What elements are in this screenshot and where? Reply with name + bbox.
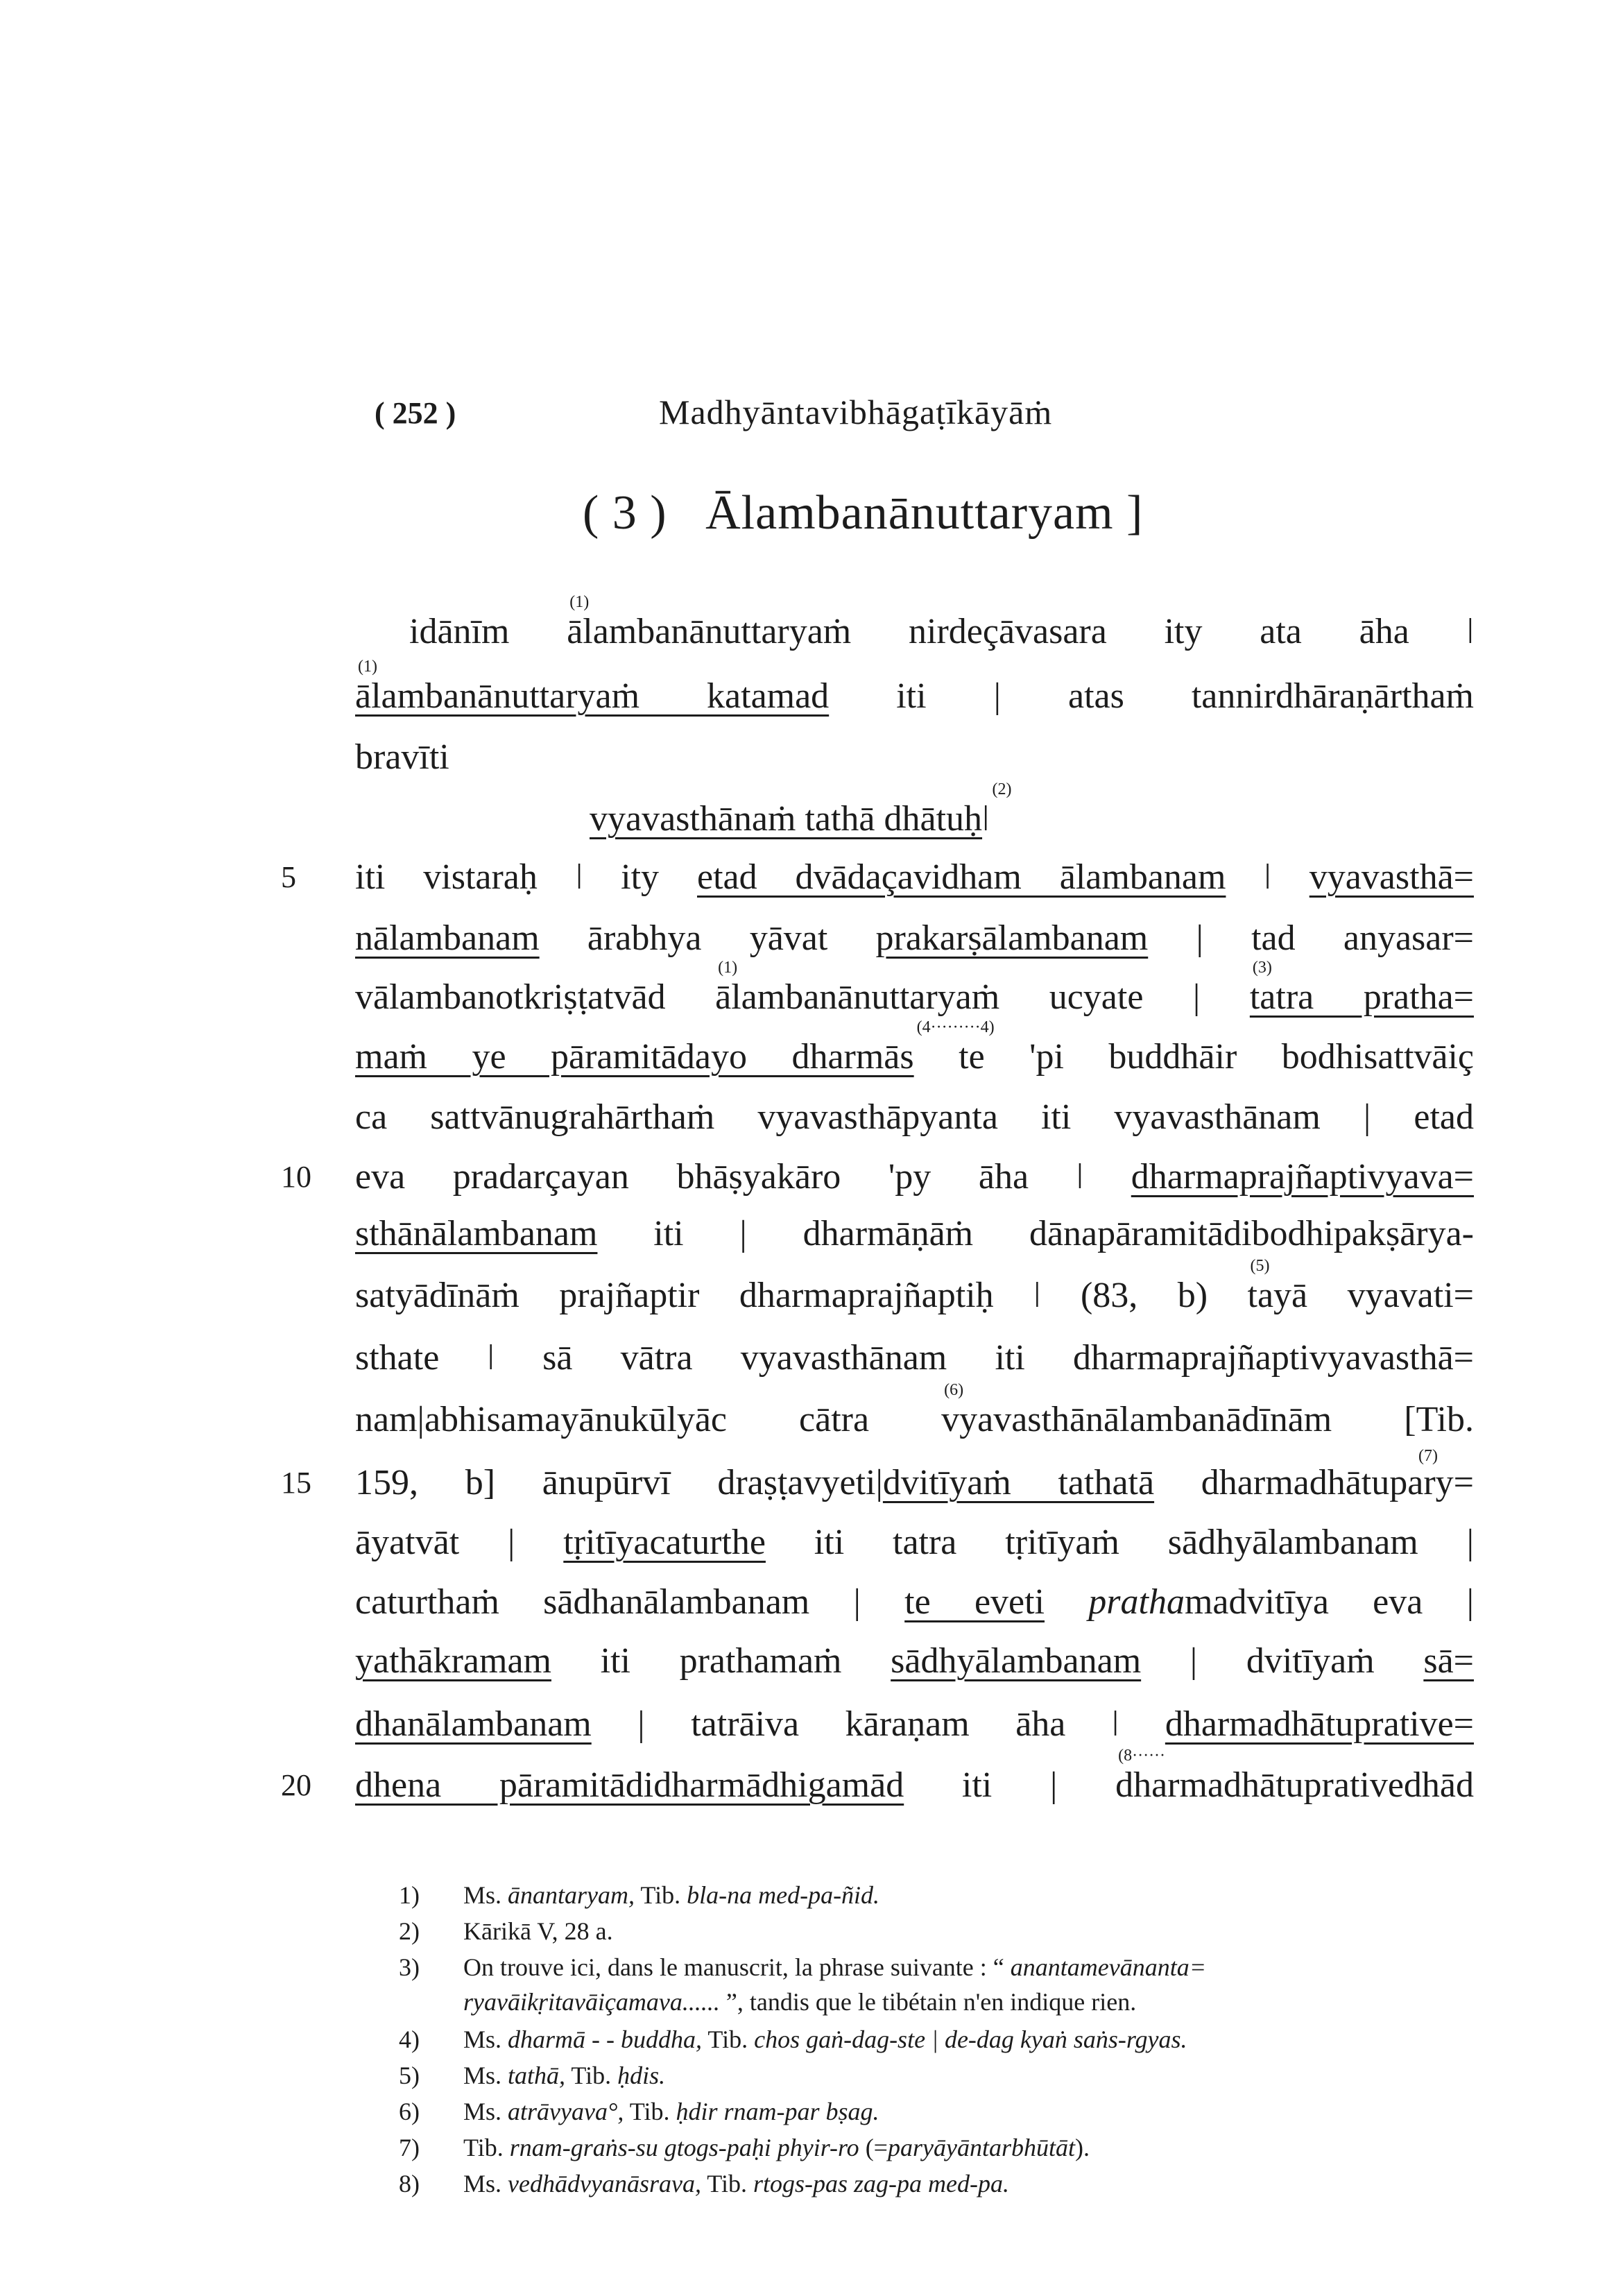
italic-text: paryāyāntarbhūtāt: [887, 2134, 1075, 2161]
footnote-number: 3): [399, 1953, 420, 1981]
text-line-content: [355, 1381, 1474, 1439]
text-line-content: [355, 858, 1474, 897]
text-segment: iti | dharmāṇāṁ dānapāramitādibodhipakṣārya-: [597, 1214, 1474, 1253]
text-segment: ca sattvānugrahārthaṁ vyavasthāpyanta iti vyavasthānam | etad: [355, 1097, 1474, 1137]
text-line-content: [355, 1523, 1474, 1562]
text-segment: āyatvāt |: [355, 1523, 564, 1562]
text-segment: iti tatra tṛitīyaṁ sādhyālambanam |: [765, 1523, 1475, 1562]
text-segment: iti |: [904, 1765, 1116, 1805]
text-segment: madvitīya eva |: [1184, 1582, 1474, 1622]
line-number: 5: [281, 860, 296, 894]
text-line-content: [355, 959, 1474, 1017]
underlined-text: vyavasthānaṁ tathā dhātuḥ: [590, 799, 983, 839]
text-segment: Tib.: [565, 2062, 618, 2089]
footnote-text: [463, 2024, 1187, 2055]
text-segment: Ms.: [463, 2062, 508, 2089]
text-segment: Tib.: [624, 2098, 676, 2125]
underlined-text: dhanālambanam: [355, 1704, 592, 1744]
text-line: [355, 858, 1474, 897]
underlined-text: sā=: [1423, 1641, 1474, 1681]
text-line: [355, 658, 1474, 716]
underlined-text: tatra pratha=: [1249, 977, 1474, 1017]
italic-text: ryavāikṛitavāiçamava......: [463, 1988, 720, 2016]
footnote-number: 5): [399, 2062, 420, 2089]
text-line-content: [590, 780, 1012, 839]
text-segment: Tib.: [701, 2170, 754, 2198]
underlined-text: nālambanam: [355, 918, 540, 958]
underlined-text: vyavasthā=: [1309, 857, 1474, 897]
text-segment: ǀ: [1226, 857, 1309, 897]
italic-text: ānantaryam,: [508, 1881, 635, 1909]
text-line: [355, 1018, 1475, 1077]
line-number: 20: [281, 1768, 311, 1802]
text-segment: (=: [859, 2134, 888, 2161]
text-segment: iti vistaraḥ ǀ ity: [355, 857, 697, 897]
footnote-marker-text: (8······: [1118, 1747, 1166, 1765]
text-segment: eva pradarçayan bhāṣyakāro 'py āha ǀ: [355, 1157, 1131, 1197]
text-line-content: [355, 1642, 1474, 1681]
line-number: 15: [281, 1466, 311, 1500]
text-line-content: [355, 1705, 1474, 1744]
italic-text: atrāvyava°,: [508, 2098, 624, 2125]
underlined-text: maṁ ye pāramitādayo dharmās: [355, 1037, 914, 1077]
underlined-text: ālambanānuttaryaṁ katamad: [355, 676, 830, 716]
underlined-text: dharmadhātuprative=: [1165, 1704, 1474, 1744]
text-segment: ālambanānuttaryaṁ nirdeçāvasara ity ata āha ǀ: [567, 612, 1474, 651]
italic-text: chos gaṅ-dag-ste | de-dag kyaṅ saṅs-rgyas.: [754, 2025, 1187, 2053]
text-line-content: [355, 658, 1474, 716]
underlined-text: prakarṣālambanam: [875, 918, 1149, 958]
text-segment: bravīti: [355, 737, 449, 777]
text-line: [355, 1523, 1474, 1562]
italic-text: rtogs-pas zag-pa med-pa.: [753, 2170, 1010, 2198]
italic-text: pratha: [1088, 1582, 1185, 1622]
footnote-text: [463, 1987, 1136, 2017]
footnote-text: [463, 2060, 665, 2091]
text-segment: Ms.: [463, 2098, 508, 2125]
text-line-content: [355, 1339, 1474, 1378]
text-segment: sthate ǀ sā vātra vyavasthānam iti dharmaprajñaptivyavasthā=: [355, 1338, 1474, 1378]
section-title: ( 3 ) Ālambanānuttaryam ]: [583, 486, 1144, 540]
text-segment: iti | atas tannirdhāraṇārthaṁ: [829, 676, 1474, 716]
footnote-text: [463, 1880, 879, 1910]
text-segment: vyavasthānālambanādīnām [Tib.: [941, 1400, 1474, 1439]
text-line: [355, 738, 449, 777]
text-line: [355, 1098, 1474, 1137]
text-line-content: [355, 1747, 1474, 1805]
underlined-text: tṛitīyacaturthe: [563, 1523, 766, 1562]
footnote-number: 6): [399, 2098, 420, 2125]
underlined-text: sādhyālambanam: [891, 1641, 1142, 1681]
text-segment: [1045, 1582, 1088, 1622]
text-segment: vālambanotkriṣṭatvād: [355, 977, 716, 1017]
footnote-marker-text: (4·········4): [916, 1018, 995, 1036]
text-segment: Tib.: [463, 2134, 510, 2161]
text-line: [355, 1257, 1474, 1315]
footnote-text: [463, 1916, 613, 1946]
text-segment: tayā vyavati=: [1247, 1276, 1474, 1315]
footnote-number: 4): [399, 2025, 420, 2053]
footnote-marker-text: (1): [358, 658, 377, 676]
underlined-text: dharmaprajñaptivyava=: [1131, 1157, 1474, 1197]
text-line: [409, 593, 1474, 651]
text-line-content: [355, 1583, 1474, 1622]
text-segment: Ms.: [463, 2170, 508, 2198]
italic-text: vedhādvyanāsrava,: [508, 2170, 701, 2198]
footnote-marker-text: (5): [1250, 1257, 1270, 1275]
text-segment: idānīm: [409, 612, 567, 651]
text-line: [355, 1215, 1474, 1253]
text-segment: nam|abhisamayānukūlyāc cātra: [355, 1400, 942, 1439]
footnote-marker-text: (1): [569, 593, 590, 611]
text-line: [355, 1583, 1474, 1622]
text-line-content: [355, 1098, 1474, 1137]
text-segment: te 'pi buddhāir bodhisattvāiç: [913, 1037, 1475, 1077]
text-segment: | dvitīyaṁ: [1141, 1641, 1424, 1681]
text-segment: iti prathamaṁ: [551, 1641, 891, 1681]
text-segment: caturthaṁ sādhanālambanam |: [355, 1582, 905, 1622]
text-segment: On trouve ici, dans le manuscrit, la phrase suivante : “: [463, 1953, 1011, 1981]
text-segment: Tib.: [635, 1881, 687, 1909]
text-line-content: [355, 738, 449, 777]
text-line: [355, 1642, 1474, 1681]
text-segment: ǀ: [982, 799, 990, 839]
text-line-content: [355, 1257, 1474, 1315]
text-line: [355, 1464, 1474, 1502]
text-segment: | tatrāiva kāraṇam āha ǀ: [591, 1704, 1165, 1744]
footnote-marker-text: (1): [718, 959, 738, 977]
underlined-text: dhena pāramitādidharmādhigamād: [355, 1765, 904, 1805]
text-line: [355, 1705, 1474, 1744]
underlined-text: sthānālambanam: [355, 1214, 598, 1253]
text-segment: ”, tandis que le tibétain n'en indique rien.: [719, 1988, 1137, 2016]
text-line-content: [355, 1464, 1474, 1502]
text-line-content: [355, 1158, 1474, 1197]
footnote-marker-text: (3): [1252, 959, 1272, 977]
footnote-number: 1): [399, 1881, 420, 1909]
text-line: [355, 1381, 1474, 1439]
text-segment: ).: [1074, 2134, 1090, 2161]
footnote-number: 7): [399, 2134, 420, 2161]
italic-text: rnam-graṅs-su gtogs-paḥi phyir-ro: [509, 2134, 859, 2161]
footnote-text: [463, 2096, 879, 2127]
underlined-text: yathākramam: [355, 1641, 551, 1681]
text-line-content: [355, 1018, 1475, 1077]
footnote-marker-text: (6): [944, 1381, 964, 1399]
text-segment: 159, b] ānupūrvī draṣṭavyeti|: [355, 1463, 883, 1502]
footnote-text: [463, 1952, 1206, 1982]
text-segment: Tib.: [702, 2025, 755, 2053]
text-segment: Kārikā V, 28 a.: [463, 1917, 613, 1945]
italic-text: bla-na med-pa-ñid.: [687, 1881, 880, 1909]
underlined-text: te eveti: [904, 1582, 1045, 1622]
text-segment: Ms.: [463, 1881, 508, 1909]
line-number: 10: [281, 1160, 311, 1194]
text-segment: ārabhya yāvat: [539, 918, 876, 958]
page-number: ( 252 ): [375, 396, 456, 430]
footnote-number: 2): [399, 1917, 420, 1945]
underlined-text: etad dvādaçavidham ālambanam: [697, 857, 1226, 897]
text-segment: dharmadhātuprativedhād: [1115, 1765, 1474, 1805]
text-line: [355, 919, 1474, 958]
italic-text: ḥdir rnam-par bṣag.: [676, 2098, 879, 2125]
text-line-content: [409, 593, 1474, 651]
text-line: [355, 1158, 1474, 1197]
footnote-marker-text: (2): [992, 780, 1012, 798]
text-line: [590, 780, 1012, 839]
running-title: Madhyāntavibhāgaṭīkāyāṁ: [659, 393, 1053, 431]
underlined-text: dvitīyaṁ tathatā: [882, 1463, 1155, 1502]
text-line: [355, 959, 1474, 1017]
text-segment: Ms.: [463, 2025, 508, 2053]
footnote-marker: (7): [1418, 1447, 1438, 1465]
text-line-content: [355, 919, 1474, 958]
text-line: [355, 1339, 1474, 1378]
footnote-number: 8): [399, 2170, 420, 2198]
text-segment: satyādīnāṁ prajñaptir dharmaprajñaptiḥ ǀ (83, b): [355, 1276, 1248, 1315]
italic-text: dharmā - - buddha,: [508, 2025, 703, 2053]
italic-text: ḥdis.: [617, 2062, 666, 2089]
text-segment: | tad anyasar=: [1148, 918, 1474, 958]
text-segment: ālambanānuttaryaṁ ucyate |: [715, 977, 1250, 1017]
italic-text: tathā,: [508, 2062, 566, 2089]
footnote-text: [463, 2132, 1090, 2163]
italic-text: anantamevānanta=: [1010, 1953, 1207, 1981]
footnote-text: [463, 2168, 1009, 2199]
text-line-content: [355, 1215, 1474, 1253]
text-line: [355, 1747, 1474, 1805]
text-segment: dharmadhātupary=: [1154, 1463, 1474, 1502]
